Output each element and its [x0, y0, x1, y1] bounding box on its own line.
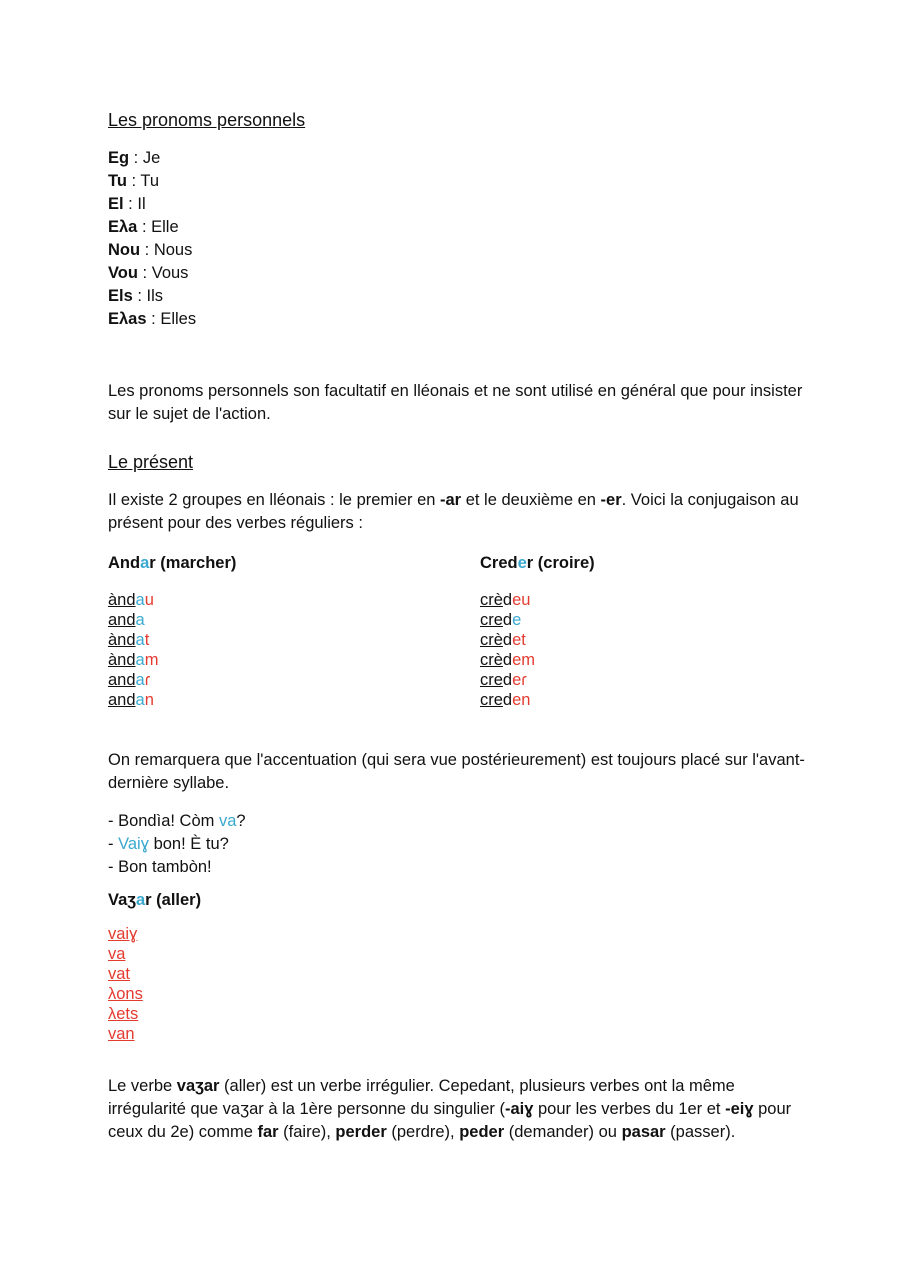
- form-stem: and: [108, 671, 136, 689]
- intro-text: et le deuxième en: [461, 491, 601, 509]
- form-mid: d: [502, 691, 513, 709]
- pronoun-item: [108, 193, 196, 216]
- conj-form: [480, 590, 595, 610]
- conj-form: [108, 630, 236, 650]
- present-heading: Le présent: [108, 452, 194, 472]
- vazar-block: [108, 889, 201, 1044]
- pronoun-item: [108, 216, 196, 239]
- intro-ending-er: -er: [600, 491, 622, 509]
- dialogue-text: -: [108, 835, 119, 853]
- form-stem: crè: [480, 651, 503, 669]
- form-stem: cre: [480, 611, 503, 629]
- dialogue-text: - Bon tambòn!: [108, 858, 212, 876]
- note-bold: vaʒar: [176, 1077, 220, 1095]
- title-stem: Cred: [480, 554, 518, 572]
- intro-text: Il existe 2 groupes en lléonais : le premier en: [108, 491, 441, 509]
- pronoun-item: [108, 170, 196, 193]
- dialogue: [108, 810, 246, 879]
- title-vowel: a: [140, 554, 150, 572]
- form-ending: ɾ: [521, 671, 527, 689]
- andar-forms: [108, 590, 236, 710]
- pronoun-item: [108, 262, 196, 285]
- separator: :: [146, 310, 161, 328]
- accent-note: On remarquera que l'accentuation (qui sera vue postérieurement) est toujours placé sur l'avant-dernière syllabe.: [108, 751, 805, 792]
- separator: :: [140, 241, 154, 259]
- title-gloss: (aller): [151, 891, 202, 909]
- pronoun-item: [108, 285, 196, 308]
- note-text: (faire),: [278, 1123, 336, 1141]
- separator: :: [132, 287, 147, 305]
- form-stem: and: [108, 611, 136, 629]
- vazar-form: λets: [108, 1005, 139, 1023]
- form-vowel: a: [135, 591, 145, 609]
- form-ending: m: [144, 651, 159, 669]
- title-stem: And: [108, 554, 141, 572]
- pronoun-french: Elle: [151, 218, 179, 236]
- creder-column: [480, 552, 595, 710]
- title-vowel: e: [517, 554, 527, 572]
- form-ending: m: [521, 651, 536, 669]
- creder-title: [480, 552, 595, 575]
- pronoun-french: Nous: [153, 241, 193, 259]
- pronoun-french: Ils: [146, 287, 164, 305]
- title-ending: r: [145, 891, 152, 909]
- pronoun-item: [108, 239, 196, 262]
- form-ending: n: [521, 691, 531, 709]
- form-vowel: a: [135, 651, 145, 669]
- form-stem: crè: [480, 591, 503, 609]
- conj-form: [108, 610, 236, 630]
- vazar-title: [108, 889, 201, 912]
- dialogue-line: [108, 856, 246, 879]
- dialogue-line: [108, 810, 246, 833]
- note-text: pour ceux du 2e) comme: [108, 1100, 792, 1141]
- vazar-form: va: [108, 945, 126, 963]
- note-bold: peder: [459, 1123, 505, 1141]
- note-bold: -aiɣ: [504, 1100, 534, 1118]
- conj-form: [480, 650, 595, 670]
- title-gloss: (marcher): [155, 554, 237, 572]
- vazar-form: λons: [108, 985, 143, 1003]
- form-vowel: a: [135, 631, 145, 649]
- pronoun-list: [108, 147, 196, 331]
- form-mid: d: [502, 651, 513, 669]
- present-intro: [108, 489, 808, 535]
- andar-column: [108, 552, 236, 710]
- pronoun-item: [108, 308, 196, 331]
- conj-form: [480, 610, 595, 630]
- form-vowel: e: [512, 651, 522, 669]
- pronoun-lleonais: Eλa: [108, 218, 138, 236]
- form-ending: t: [521, 631, 526, 649]
- title-ending: r: [526, 554, 534, 572]
- dialogue-text: - Bondìa! Còm: [108, 812, 219, 830]
- pronoun-lleonais: Vou: [108, 264, 138, 282]
- intro-ending-ar: -ar: [440, 491, 462, 509]
- form-mid: d: [502, 611, 513, 629]
- note-bold: perder: [335, 1123, 387, 1141]
- note-text: Le verbe: [108, 1077, 177, 1095]
- form-mid: d: [502, 631, 513, 649]
- note-text: (passer).: [665, 1123, 736, 1141]
- note-bold: far: [257, 1123, 279, 1141]
- form-mid: d: [502, 591, 513, 609]
- pronoun-lleonais: Eg: [108, 149, 130, 167]
- andar-title: [108, 552, 236, 575]
- form-vowel: e: [512, 691, 522, 709]
- note-text: (aller) est un verbe irrégulier. Cepedant, plusieurs verbes ont la même irrégularité que vaʒar à la 1ère personne du singulier (: [108, 1077, 735, 1118]
- pronoun-lleonais: Els: [108, 287, 133, 305]
- separator: :: [126, 172, 141, 190]
- note-bold: -eiɣ: [725, 1100, 754, 1118]
- pronoun-lleonais: Nou: [108, 241, 141, 259]
- form-vowel: a: [135, 671, 145, 689]
- pronoun-french: Vous: [151, 264, 189, 282]
- note-text: (perdre),: [386, 1123, 460, 1141]
- conj-form: [108, 590, 236, 610]
- pronoun-item: [108, 147, 196, 170]
- separator: :: [137, 218, 152, 236]
- form-mid: d: [502, 671, 513, 689]
- pronouns-heading: Les pronoms personnels: [108, 110, 306, 130]
- form-vowel: e: [512, 671, 522, 689]
- form-stem: ànd: [108, 651, 136, 669]
- form-stem: cre: [480, 691, 503, 709]
- creder-forms: [480, 590, 595, 710]
- form-ending: u: [521, 591, 531, 609]
- pronoun-lleonais: Tu: [108, 172, 127, 190]
- dialogue-text: bon! È tu?: [148, 835, 229, 853]
- title-gloss: (croire): [533, 554, 595, 572]
- conj-form: [108, 650, 236, 670]
- dialogue-highlight: Vaiɣ: [118, 835, 149, 853]
- note-text: (demander) ou: [504, 1123, 622, 1141]
- vazar-form: van: [108, 1025, 135, 1043]
- pronoun-lleonais: El: [108, 195, 124, 213]
- intro-text: . Voici la conjugaison au présent pour des verbes réguliers :: [108, 491, 799, 532]
- conj-form: [480, 670, 595, 690]
- form-stem: crè: [480, 631, 503, 649]
- pronoun-french: Tu: [140, 172, 160, 190]
- pronouns-note: Les pronoms personnels son facultatif en lléonais et ne sont utilisé en général que pour insister sur le sujet de l'action.: [108, 382, 803, 423]
- separator: :: [137, 264, 152, 282]
- separator: :: [123, 195, 138, 213]
- pronoun-french: Elles: [160, 310, 197, 328]
- form-stem: ànd: [108, 591, 136, 609]
- pronoun-lleonais: Eλas: [108, 310, 147, 328]
- form-ending: ɾ: [144, 671, 151, 689]
- form-vowel: a: [135, 611, 145, 629]
- dialogue-text: ?: [236, 812, 246, 830]
- form-vowel: e: [512, 591, 522, 609]
- form-vowel: e: [512, 611, 522, 629]
- separator: :: [129, 149, 143, 167]
- dialogue-highlight: va: [218, 812, 237, 830]
- form-ending: n: [144, 691, 154, 709]
- note-bold: pasar: [621, 1123, 666, 1141]
- vazar-form: vat: [108, 965, 131, 983]
- form-ending: u: [144, 591, 154, 609]
- conj-form: [108, 690, 236, 710]
- form-ending: t: [144, 631, 150, 649]
- form-stem: ànd: [108, 631, 136, 649]
- form-stem: cre: [480, 671, 503, 689]
- pronoun-french: Il: [137, 195, 146, 213]
- conj-form: [480, 630, 595, 650]
- dialogue-line: [108, 833, 246, 856]
- conj-form: [480, 690, 595, 710]
- form-vowel: e: [512, 631, 522, 649]
- form-stem: and: [108, 691, 136, 709]
- irregular-note: [108, 1075, 808, 1144]
- vazar-forms: [108, 924, 201, 1044]
- note-text: pour les verbes du 1er et: [533, 1100, 726, 1118]
- form-vowel: a: [135, 691, 145, 709]
- conj-form: [108, 670, 236, 690]
- title-stem: Vaʒ: [108, 891, 136, 909]
- pronoun-french: Je: [142, 149, 161, 167]
- title-vowel: a: [135, 891, 146, 909]
- vazar-form: vaiɣ: [108, 925, 138, 943]
- title-ending: r: [149, 554, 156, 572]
